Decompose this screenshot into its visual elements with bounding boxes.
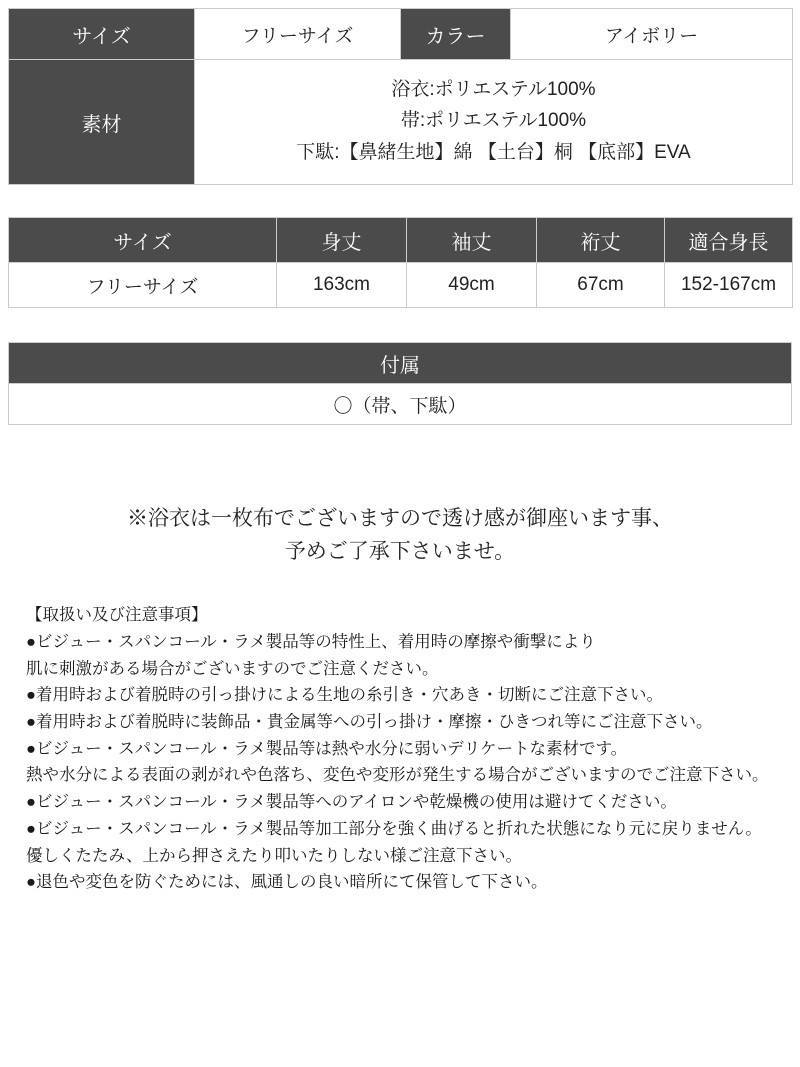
color-value: アイボリー: [511, 9, 793, 60]
material-line-2: 帯:ポリエステル100%: [400, 110, 587, 132]
caution-line: ●着用時および着脱時に装飾品・貴金属等への引っ掛け・摩擦・ひきつれ等にご注意下さい。: [26, 713, 713, 731]
caution-line: 熱や水分による表面の剥がれや色落ち、変色や変形が発生する場合がございますのでご注意下さい。: [26, 766, 769, 785]
sleeve-cell: 49cm: [407, 263, 537, 308]
yuki-column-header: 裄丈: [537, 218, 665, 263]
size-label: サイズ: [9, 9, 195, 60]
table-header-row: [9, 343, 792, 384]
table-header-row: [9, 218, 793, 263]
caution-title: 【取扱い及び注意事項】: [26, 606, 208, 625]
table-row: [9, 263, 793, 308]
size-table: [8, 217, 793, 308]
material-line-1: 浴衣:ポリエステル100%: [391, 79, 596, 100]
sleeve-column-header: 袖丈: [407, 218, 537, 263]
length-cell: 163cm: [277, 263, 407, 308]
height-column-header: 適合身長: [665, 218, 793, 263]
accessory-value: 〇（帯、下駄）: [9, 384, 792, 425]
size-column-header: サイズ: [9, 218, 277, 263]
size-table-container: [8, 217, 792, 308]
caution-line: ●ビジュー・スパンコール・ラメ製品等加工部分を強く曲げると折れた状態になり元に戻りません。: [26, 819, 762, 838]
caution-line: ●ビジュー・スパンコール・ラメ製品等は熱や水分に弱いデリケートな素材です。: [26, 739, 628, 758]
handling-caution-block: [8, 602, 792, 896]
notice-line-1: ※浴衣は一枚布でございますので透け感が御座います事、: [127, 507, 673, 531]
caution-line: ●ビジュー・スパンコール・ラメ製品等へのアイロンや乾燥機の使用は避けてください。: [26, 793, 677, 812]
material-line-3: 下駄:【鼻緒生地】綿 【土台】桐 【底部】EVA: [296, 141, 691, 163]
notice-line-2: 予めご了承下さいませ。: [284, 539, 516, 563]
table-row: [9, 9, 793, 60]
size-cell: フリーサイズ: [9, 263, 277, 308]
caution-line: 優しくたたみ、上から押さえたり叩いたりしない様ご注意下さい。: [26, 846, 522, 865]
accessory-header: 付属: [9, 343, 792, 384]
accessory-table: [8, 342, 792, 425]
caution-line: ●ビジュー・スパンコール・ラメ製品等の特性上、着用時の摩擦や衝撃により: [26, 632, 596, 651]
size-value: フリーサイズ: [195, 9, 401, 60]
caution-line: ●退色や変色を防ぐためには、風通しの良い暗所にて保管して下さい。: [26, 873, 548, 892]
accessory-table-container: [8, 342, 792, 425]
yuki-cell: 67cm: [537, 263, 665, 308]
length-column-header: 身丈: [277, 218, 407, 263]
material-value: [195, 60, 793, 185]
caution-line: ●着用時および着脱時の引っ掛けによる生地の糸引き・穴あき・切断にご注意下さい。: [26, 686, 663, 705]
height-cell: 152-167cm: [665, 263, 793, 308]
specification-table: [8, 8, 793, 185]
transparency-notice: [8, 503, 792, 568]
material-label: 素材: [9, 60, 195, 185]
table-row: [9, 60, 793, 185]
color-label: カラー: [401, 9, 511, 60]
caution-line: 肌に刺激がある場合がございますのでご注意ください。: [26, 659, 439, 678]
table-row: [9, 384, 792, 425]
